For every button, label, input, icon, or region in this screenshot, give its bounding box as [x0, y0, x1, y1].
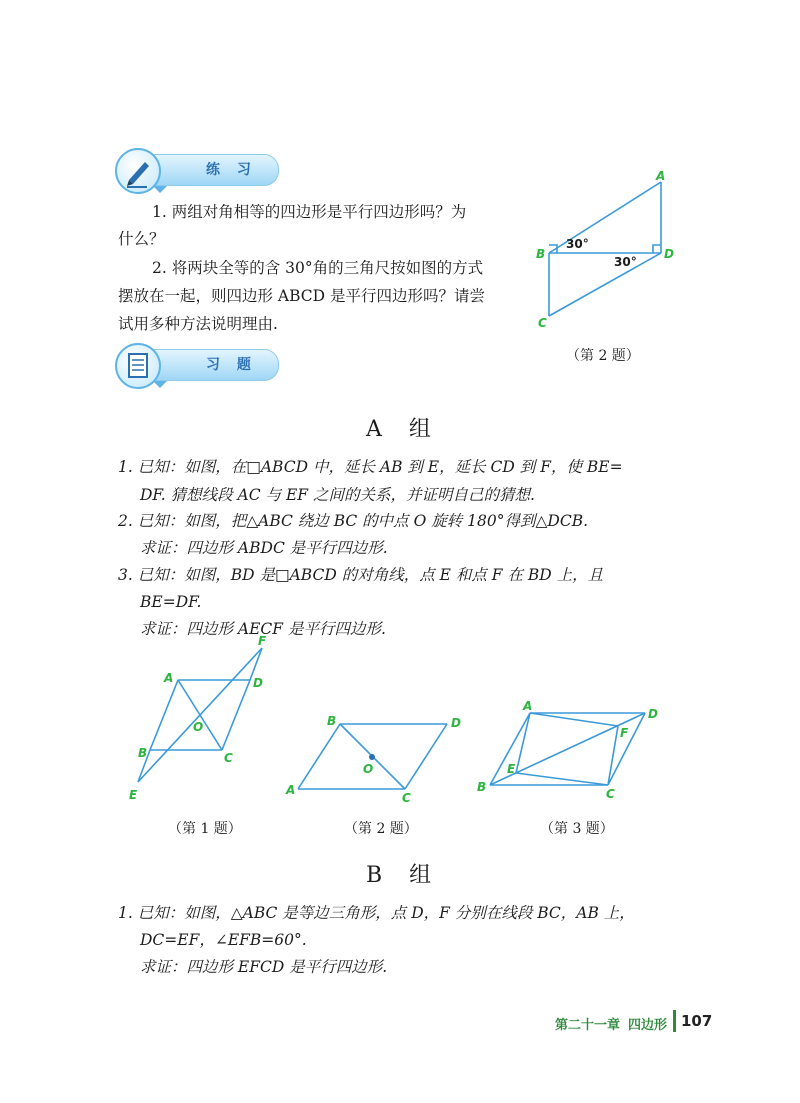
group-a-p2-line1: 2. 已知：如图，把△ABC 绕边 BC 的中点 O 旋转 180°得到△DCB.	[118, 512, 589, 530]
label-C: C	[538, 316, 547, 330]
practice-banner	[115, 150, 277, 190]
page-number: 107	[681, 1012, 713, 1030]
footer-section: 四边形	[628, 1018, 668, 1033]
label-B: B	[536, 247, 546, 261]
figure-1-caption: （第 1 题）	[168, 821, 242, 837]
label-B: B	[477, 780, 487, 794]
label-C: C	[224, 751, 233, 765]
label-D: D	[648, 707, 658, 721]
practice-banner-label: 练 习	[206, 162, 257, 178]
group-a-p3-line1: 3. 已知：如图，BD 是□ABCD 的对角线，点 E 和点 F 在 BD 上，且	[118, 566, 604, 584]
practice-figure-caption: （第 2 题）	[566, 348, 640, 364]
group-a-p3-line3: 求证：四边形 AECF 是平行四边形.	[140, 620, 386, 638]
practice-figure-diagram	[530, 170, 690, 340]
edge-CD	[549, 253, 661, 316]
segment-AF	[530, 713, 618, 726]
label-E: E	[507, 762, 516, 776]
exercises-banner	[115, 345, 277, 385]
group-a-heading: A 组	[366, 417, 441, 442]
group-a-p3-line2: BE=DF.	[140, 593, 202, 611]
exercises-banner-label: 习 题	[206, 357, 257, 373]
label-O: O	[363, 762, 374, 776]
figure-3-diagram	[470, 695, 670, 805]
label-A: A	[656, 170, 666, 183]
segment-EF	[138, 648, 262, 782]
angle-label-2: 30°	[614, 255, 637, 269]
practice-q2-line1: 2. 将两块全等的含 30°角的三角尺按如图的方式	[152, 259, 484, 277]
segment-AE	[516, 713, 530, 773]
label-D: D	[253, 676, 263, 690]
figure-3-caption: （第 3 题）	[540, 821, 614, 837]
segment-EC	[516, 773, 608, 785]
edge-CD	[405, 724, 447, 789]
label-A: A	[164, 671, 174, 685]
group-b-p1-line3: 求证：四边形 EFCD 是平行四边形.	[140, 958, 388, 976]
practice-q2-line3: 试用多种方法说明理由.	[118, 315, 278, 333]
group-b-p1-line2: DC=EF，∠EFB=60°.	[140, 931, 307, 949]
label-A: A	[523, 699, 533, 713]
figure-2-diagram	[285, 705, 465, 805]
label-F: F	[258, 634, 267, 648]
edge-AB	[150, 680, 178, 750]
label-C: C	[402, 791, 411, 805]
figure-2-caption: （第 2 题）	[344, 821, 418, 837]
label-F: F	[620, 726, 629, 740]
group-b-p1-line1: 1. 已知：如图，△ABC 是等边三角形，点 D，F 分别在线段 BC，AB 上，	[118, 904, 635, 922]
practice-q1-line1: 1. 两组对角相等的四边形是平行四边形吗？为	[152, 203, 467, 221]
angle-label-1: 30°	[566, 237, 589, 251]
label-B: B	[327, 714, 337, 728]
label-D: D	[664, 247, 674, 261]
footer-divider	[673, 1010, 676, 1032]
practice-q1-line2: 什么？	[118, 230, 165, 248]
label-O: O	[193, 720, 204, 734]
right-angle-D	[653, 245, 661, 253]
footer-chapter: 第二十一章	[555, 1018, 621, 1033]
practice-q2-line2: 摆放在一起，则四边形 ABCD 是平行四边形吗？请尝	[118, 287, 486, 305]
label-A: A	[286, 783, 296, 797]
label-D: D	[451, 716, 461, 730]
label-E: E	[129, 788, 138, 802]
group-b-heading: B 组	[366, 863, 442, 888]
group-a-p1-line2: DF. 猜想线段 AC 与 EF 之间的关系，并证明自己的猜想.	[140, 486, 535, 504]
group-a-p2-line2: 求证：四边形 ABDC 是平行四边形.	[140, 539, 388, 557]
group-a-p1-line1: 1. 已知：如图，在□ABCD 中，延长 AB 到 E，延长 CD 到 F，使 BE=	[118, 458, 623, 476]
edge-DC	[222, 680, 250, 750]
point-O	[369, 754, 375, 760]
figure-1-diagram	[125, 630, 285, 810]
label-B: B	[138, 746, 148, 760]
edge-BA	[298, 724, 340, 789]
label-C: C	[606, 787, 615, 801]
